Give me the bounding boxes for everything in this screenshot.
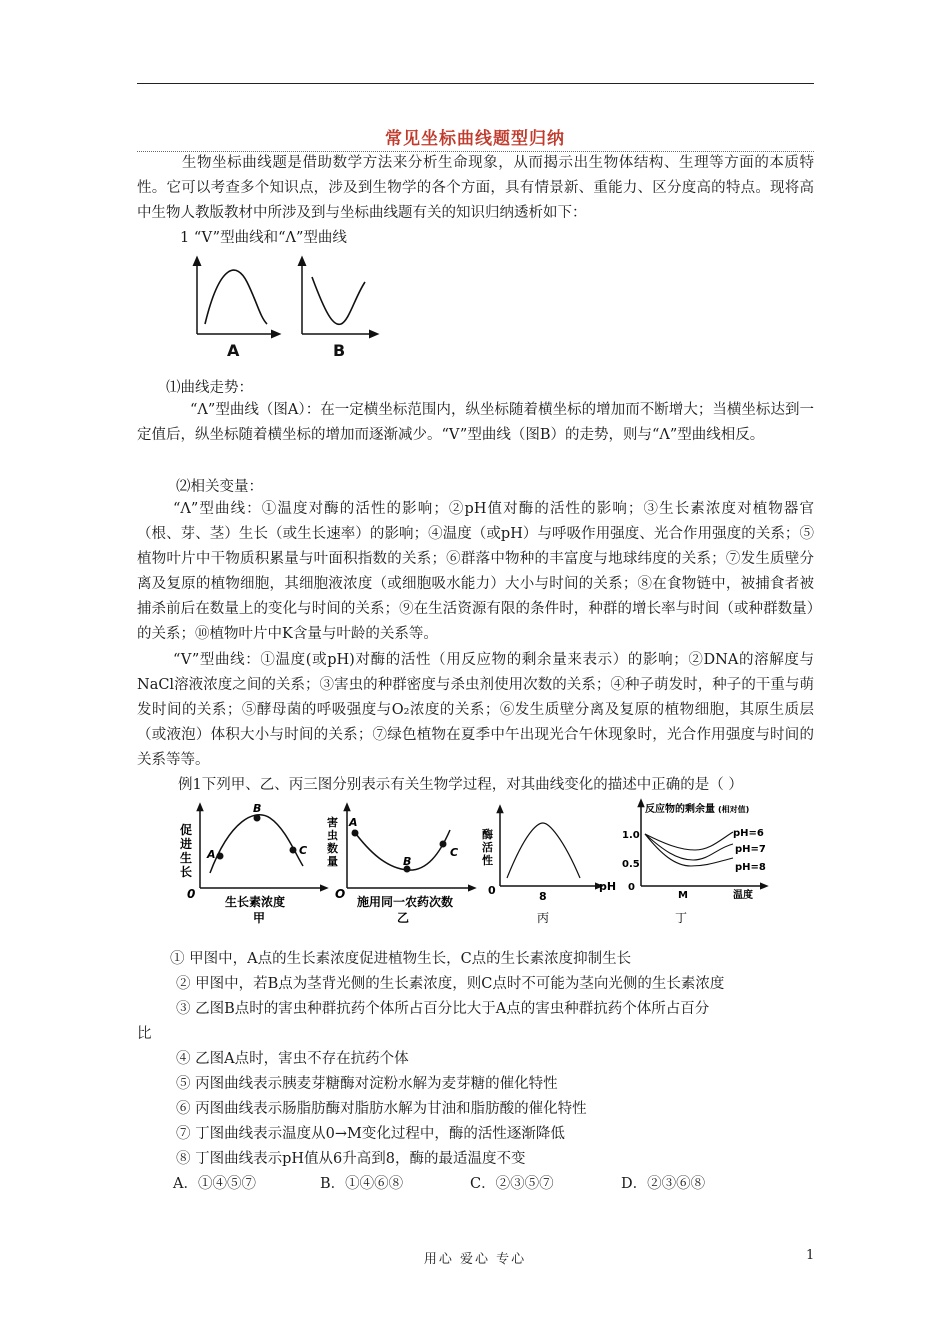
jia-ylabel-4: 长	[180, 865, 193, 879]
statement-4: ④ 乙图A点时，害虫不存在抗药个体	[176, 1051, 409, 1067]
statement-7: ⑦ 丁图曲线表示温度从0→M变化过程中，酶的活性逐渐降低	[176, 1126, 565, 1142]
jia-point-c	[290, 847, 297, 854]
ding-xunit: 温度	[733, 890, 753, 901]
ding-label-ph8: pH=8	[735, 862, 766, 873]
lambda-variables-paragraph: “Λ”型曲线：①温度对酶的活性的影响；②pH值对酶的活性的影响；③生长素浓度对植物器官（根、芽、茎）生长（或生长速率）的影响；④温度（或pH）与呼吸作用强度、光合作用强度的关系；⑤植物叶片中干物质积累量与叶面积指数的关系；⑥群落中物种的丰富度与地球纬度的关系；⑦发生质壁分离及复原的植物细胞，其细胞液浓度（或细胞吸水能力）大小与时间的关系；⑧在食物链中，被捕食者被捕杀前后在数量上的变化与时间的关系；⑨在生活资源有限的条件时，种群的增长率与时间（或种群数量）的关系；⑩植物叶片中K含量与叶龄的关系等。	[137, 501, 814, 642]
yi-ylabel-2: 虫	[327, 829, 338, 842]
ding-tick-0: 0	[628, 882, 635, 893]
jia-point-a	[217, 853, 224, 860]
statement-1: ① 甲图中，A点的生长素浓度促进植物生长，C点的生长素浓度抑制生长	[170, 951, 632, 967]
yi-name: 乙	[397, 911, 410, 925]
figure-a-label: A	[227, 341, 240, 360]
jia-curve	[210, 815, 303, 873]
figure-b	[302, 260, 375, 360]
jia-label-b: B	[253, 802, 262, 815]
ding-ylabel-note: (相对值)	[718, 805, 750, 814]
figure-jia	[179, 802, 325, 925]
jia-label-a: A	[207, 848, 216, 861]
statement-3-cont: 比	[137, 1026, 152, 1042]
section-heading: 1 “V”型曲线和“Λ”型曲线	[180, 230, 347, 246]
example-figures	[175, 798, 775, 933]
bing-curve	[507, 823, 580, 878]
v-variables-paragraph: “V”型曲线：①温度(或pH)对酶的活性（用反应物的剩余量来表示）的影响；②DNA的溶解度与NaCl溶液浓度之间的关系；③害虫的种群密度与杀虫剂使用次数的关系；④种子萌发时，种子的干重与萌发时间的关系；⑤酵母菌的呼吸强度与O₂浓度的关系；⑥发生质壁分离及复原的植物细胞，其原生质层（或液泡）体积大小与时间的关系；⑦绿色植物在夏季中午出现光合午休现象时，光合作用强度与时间的关系等等。	[137, 652, 814, 768]
bing-name: 丙	[537, 911, 550, 925]
yi-point-c	[440, 841, 447, 848]
option-d: D．②③⑥⑧	[621, 1176, 706, 1192]
bing-xunit: pH	[599, 880, 617, 893]
figure-b-label: B	[333, 341, 346, 360]
ding-tick-1: 1.0	[622, 830, 640, 841]
lambda-curve	[205, 270, 267, 324]
ding-xtick: M	[678, 890, 688, 901]
figure-a	[197, 260, 277, 360]
statement-6: ⑥ 丙图曲线表示肠脂肪酶对脂肪水解为甘油和脂肪酸的催化特性	[176, 1101, 587, 1117]
jia-ylabel-2: 进	[180, 837, 193, 851]
yi-ylabel-4: 量	[327, 855, 338, 868]
page-number: 1	[806, 1248, 815, 1263]
ding-curve-ph6	[645, 832, 733, 850]
page-title: 常见坐标曲线题型归纳	[385, 129, 565, 149]
jia-ylabel-1: 促	[180, 823, 193, 837]
bing-xtick: 8	[539, 890, 547, 903]
option-a: A．①④⑤⑦	[173, 1176, 256, 1192]
footer-motto: 用心 爱心 专心	[423, 1252, 527, 1267]
yi-label-a: A	[349, 816, 358, 829]
header-rule	[137, 83, 814, 84]
ding-ylabel: 反应物的剩余量	[645, 804, 715, 815]
ding-label-ph6: pH=6	[733, 828, 764, 839]
yi-origin: O	[335, 887, 346, 901]
ding-name: 丁	[675, 911, 688, 925]
statement-2: ② 甲图中，若B点为茎背光侧的生长素浓度，则C点时不可能为茎向光侧的生长素浓度	[176, 976, 725, 992]
ding-label-ph7: pH=7	[735, 844, 766, 855]
option-b: B．①④⑥⑧	[320, 1176, 404, 1192]
trend-paragraph: “Λ”型曲线（图A）：在一定横坐标范围内，纵坐标随着横坐标的增加而不断增大；当横坐标达到一定值后，纵坐标随着横坐标的增加而逐渐减少。“V”型曲线（图B）的走势，则与“Λ”型曲线相反。	[137, 402, 814, 443]
bing-ylabel-1: 酶	[482, 828, 493, 841]
ding-tick-05: 0.5	[622, 859, 640, 870]
figure-yi	[327, 806, 473, 925]
statement-8: ⑧ 丁图曲线表示pH值从6升高到8，酶的最适温度不变	[176, 1151, 526, 1167]
jia-point-b	[254, 815, 261, 822]
subheading-variables: ⑵相关变量：	[176, 479, 263, 495]
bing-ylabel-3: 性	[482, 854, 493, 867]
example-question: 例1下列甲、乙、丙三图分别表示有关生物学过程，对其曲线变化的描述中正确的是（ ）	[178, 777, 743, 793]
yi-xlabel: 施用同一农药次数	[357, 895, 454, 909]
statement-3: ③ 乙图B点时的害虫种群抗药个体所占百分比大于A点的害虫种群抗药个体所占百分	[176, 1001, 710, 1017]
statement-5: ⑤ 丙图曲线表示胰麦芽糖酶对淀粉水解为麦芽糖的催化特性	[176, 1076, 558, 1092]
subheading-trend: ⑴曲线走势：	[166, 380, 253, 396]
jia-name: 甲	[253, 911, 266, 925]
v-curve	[312, 277, 365, 324]
figure-bing	[482, 808, 616, 925]
yi-label-b: B	[403, 855, 412, 868]
jia-origin: 0	[187, 887, 196, 901]
figure-ding	[622, 802, 766, 925]
ding-curve-ph7	[645, 834, 733, 860]
bing-origin: 0	[488, 884, 496, 897]
yi-point-a	[352, 830, 359, 837]
yi-ylabel-1: 害	[327, 816, 338, 829]
yi-label-c: C	[450, 846, 459, 859]
yi-ylabel-3: 数	[327, 842, 338, 855]
jia-label-c: C	[299, 844, 308, 857]
intro-paragraph: 生物坐标曲线题是借助数学方法来分析生命现象，从而揭示出生物体结构、生理等方面的本质特性。它可以考查多个知识点，涉及到生物学的各个方面，具有情景新、重能力、区分度高的特点。现将高中生物人教版教材中所涉及到与坐标曲线题有关的知识归纳透析如下：	[137, 155, 814, 221]
option-c: C．②③⑤⑦	[470, 1176, 554, 1192]
jia-ylabel-3: 生	[180, 851, 193, 865]
bing-ylabel-2: 活	[482, 841, 493, 854]
curve-figure-ab	[185, 252, 375, 364]
yi-curve	[353, 830, 450, 870]
jia-xlabel: 生长素浓度	[225, 895, 286, 909]
